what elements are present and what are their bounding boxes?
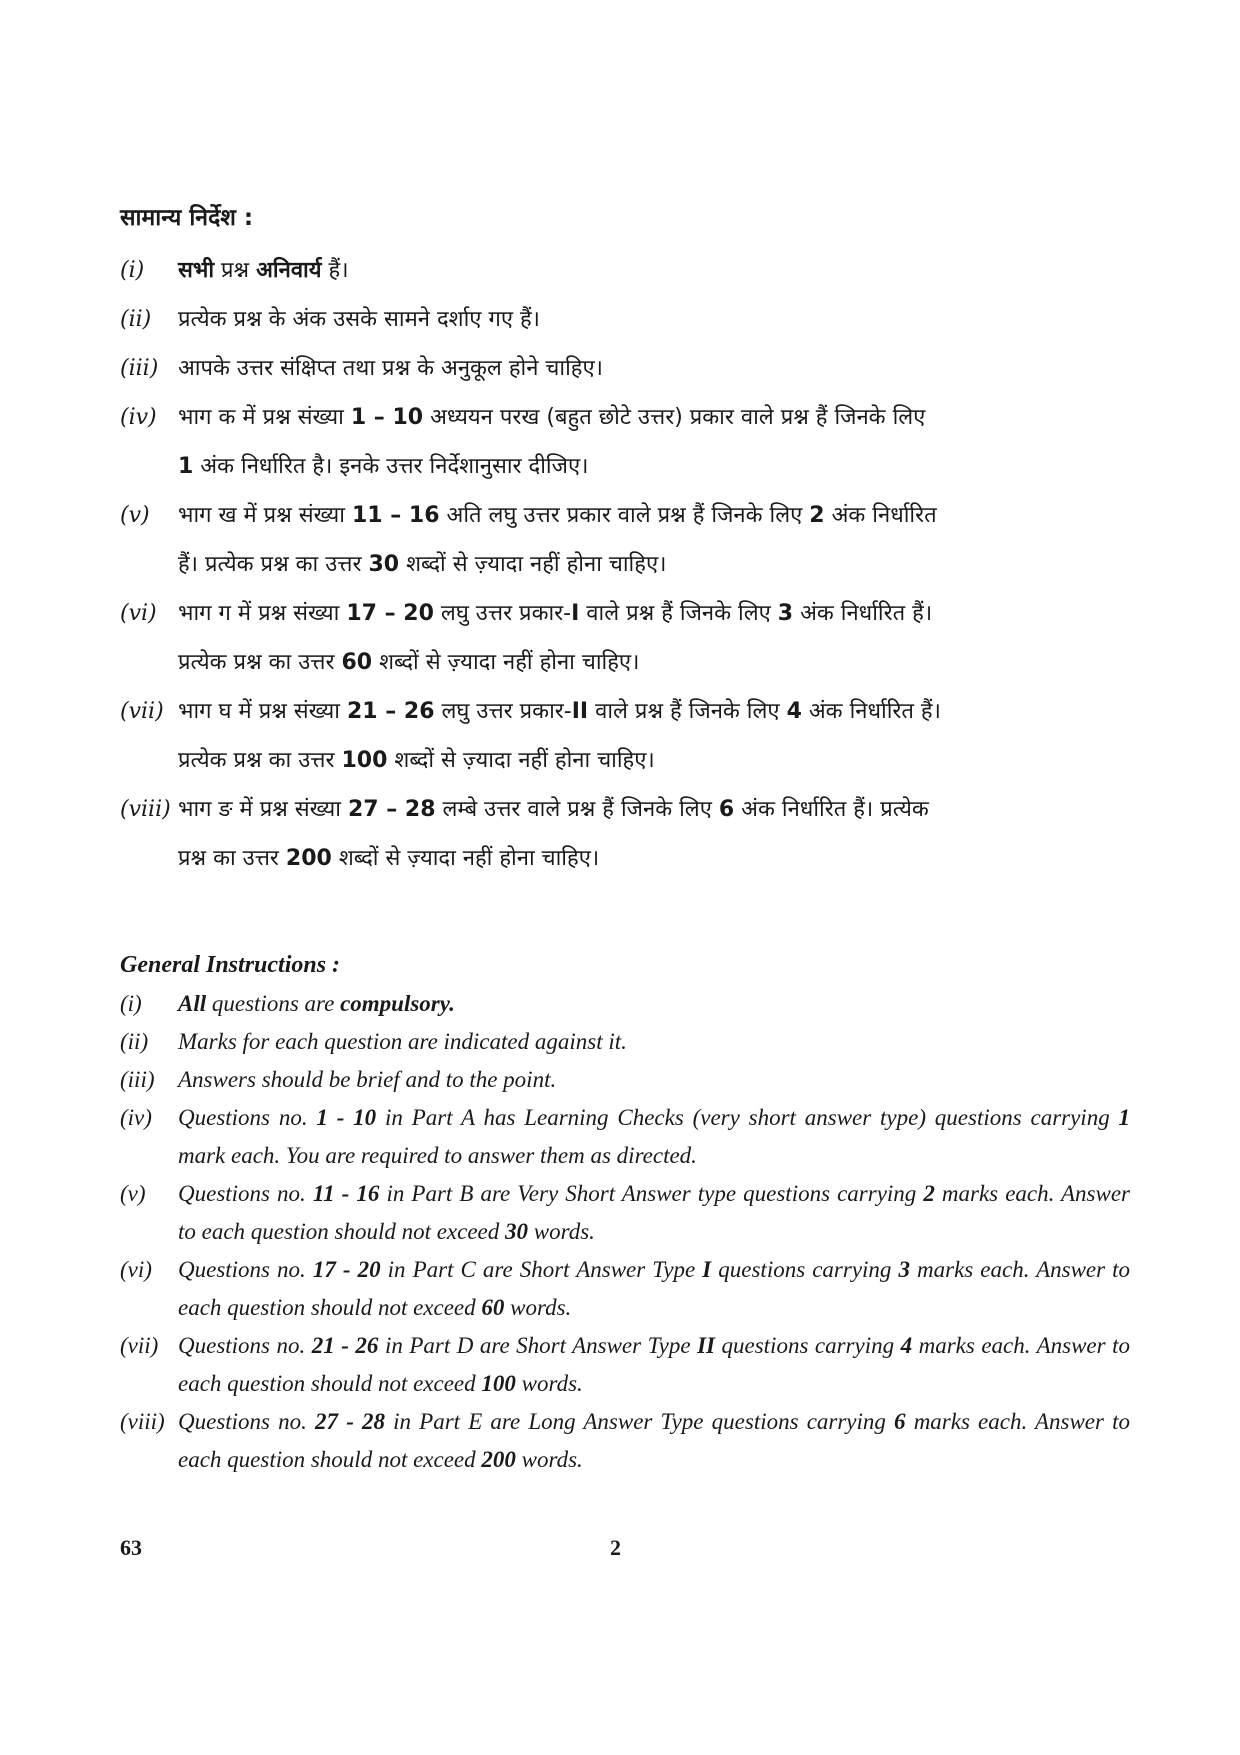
text-span: शब्दों से ज़्यादा नहीं होना चाहिए।	[372, 650, 640, 675]
item-number: (iii)	[120, 1067, 155, 1092]
text-span: शब्दों से ज़्यादा नहीं होना चाहिए।	[331, 846, 600, 871]
text-span: अंक निर्धारित	[824, 503, 937, 528]
english-instructions	[120, 945, 1130, 1479]
paper-code: 63	[120, 1535, 142, 1560]
english-item-1	[120, 985, 1130, 1023]
bold-text: 17 – 20	[346, 601, 434, 626]
bold-text: 3	[898, 1257, 910, 1282]
item-number: (v)	[120, 1181, 146, 1206]
text-span: लघु उत्तर प्रकार-	[434, 699, 572, 724]
text-span: questions carrying	[711, 1257, 899, 1282]
bold-text: 100	[481, 1371, 516, 1396]
bold-text: II	[697, 1333, 715, 1358]
bold-text: 1	[178, 454, 194, 479]
item-text: Answers should be brief and to the point.	[178, 1067, 557, 1092]
text-span: words.	[528, 1219, 595, 1244]
bold-text: 100	[341, 748, 388, 773]
text-span: marks each. Answer to each question should not exceed	[178, 1181, 1131, 1244]
text-span: वाले प्रश्न हैं जिनके लिए	[588, 699, 787, 724]
item-number: (vii)	[120, 1333, 159, 1358]
bold-text: 21 – 26	[346, 699, 435, 724]
text-span: अंक निर्धारित हैं।	[801, 699, 941, 724]
text-span: अंक निर्धारित है। इनके उत्तर निर्देशानुसार दीजिए।	[193, 454, 589, 479]
text-span: Questions no.	[178, 1257, 313, 1282]
text-span: लम्बे उत्तर वाले प्रश्न हैं जिनके लिए	[435, 797, 719, 822]
item-line	[178, 393, 1130, 442]
bold-text: 30	[505, 1219, 529, 1244]
item-line	[178, 442, 1130, 491]
text-span: Questions no.	[178, 1105, 317, 1130]
item-text	[178, 393, 1130, 491]
text-span: words.	[504, 1295, 572, 1320]
item-text	[178, 687, 1130, 785]
bold-text: I	[571, 601, 580, 626]
item-number: (vi)	[120, 601, 157, 626]
bold-text: 1 – 10	[350, 405, 424, 430]
page-number: 2	[610, 1535, 621, 1560]
item-line	[178, 834, 1130, 883]
item-number: (i)	[120, 258, 145, 283]
bold-text: 200	[285, 846, 332, 871]
bold-text: 2	[809, 503, 825, 528]
hindi-instructions	[120, 200, 1130, 883]
bold-text: 1 - 10	[316, 1105, 377, 1130]
bold-text: 60	[341, 650, 373, 675]
text-span: in Part A has Learning Checks (very short answer type) questions carrying	[376, 1105, 1119, 1130]
item-line	[178, 589, 1130, 638]
english-item-8	[120, 1403, 1130, 1479]
item-text	[178, 1099, 1130, 1175]
text-span: marks each. Answer to each question should not exceed	[178, 1333, 1130, 1396]
bold-text: 27 - 28	[315, 1409, 385, 1434]
text-span: लघु उत्तर प्रकार-	[433, 601, 572, 626]
english-item-2	[120, 1023, 1130, 1061]
text-span: marks each. Answer to each question should not exceed	[178, 1409, 1130, 1472]
english-heading: General Instructions :	[120, 952, 341, 978]
item-number: (viii)	[120, 797, 171, 822]
bold-text: All	[178, 991, 207, 1016]
bold-text: 1	[1118, 1105, 1131, 1130]
bold-text: 60	[481, 1295, 505, 1320]
bold-text: 21 - 26	[311, 1333, 379, 1358]
item-line	[178, 785, 1130, 834]
english-item-6	[120, 1251, 1130, 1327]
item-text	[178, 1403, 1130, 1479]
text-span: भाग ङ में प्रश्न संख्या	[178, 797, 348, 822]
item-text: Marks for each question are indicated against it.	[178, 1029, 627, 1054]
hindi-item-5	[120, 491, 1130, 589]
bold-text: compulsory.	[340, 991, 455, 1016]
text-span: हैं। प्रत्येक प्रश्न का उत्तर	[178, 552, 369, 577]
item-number: (ii)	[120, 307, 152, 332]
text-span: शब्दों से ज़्यादा नहीं होना चाहिए।	[387, 748, 655, 773]
text-span: Questions no.	[178, 1409, 316, 1434]
hindi-item-6	[120, 589, 1130, 687]
bold-text: II	[571, 699, 589, 724]
text-span: भाग घ में प्रश्न संख्या	[178, 699, 347, 724]
hindi-item-3	[120, 344, 1130, 393]
text-span: Questions no.	[178, 1181, 313, 1206]
text-span: words.	[515, 1447, 583, 1472]
bold-text: 6	[894, 1409, 906, 1434]
hindi-item-4	[120, 393, 1130, 491]
text-span: in Part E are Long Answer Type questions carrying	[385, 1409, 895, 1434]
hindi-item-1	[120, 246, 1130, 295]
bold-text: अनिवार्य	[256, 258, 322, 283]
bold-text: 200	[481, 1447, 516, 1472]
item-line	[178, 491, 1130, 540]
bold-text: 11 - 16	[312, 1181, 380, 1206]
item-text: प्रत्येक प्रश्न के अंक उसके सामने दर्शाए गए हैं।	[178, 307, 541, 332]
text-span: भाग ग में प्रश्न संख्या	[178, 601, 347, 626]
item-text	[178, 1327, 1130, 1403]
item-number: (iv)	[120, 1105, 152, 1130]
item-text	[178, 491, 1130, 589]
text-span: questions are	[206, 991, 341, 1016]
text-span: questions carrying	[715, 1333, 901, 1358]
item-text	[178, 1175, 1130, 1251]
text-span: शब्दों से ज़्यादा नहीं होना चाहिए।	[399, 552, 667, 577]
item-number: (i)	[120, 991, 142, 1016]
text-span: words.	[515, 1371, 583, 1396]
item-line	[178, 540, 1130, 589]
item-number: (iv)	[120, 405, 157, 430]
text-span: Questions no.	[178, 1333, 312, 1358]
text-span: वाले प्रश्न हैं जिनके लिए	[579, 601, 778, 626]
item-line	[178, 638, 1130, 687]
text-span: प्रत्येक प्रश्न का उत्तर	[178, 650, 342, 675]
item-number: (viii)	[120, 1409, 165, 1434]
text-span: अंक निर्धारित हैं। प्रत्येक	[734, 797, 929, 822]
hindi-item-8	[120, 785, 1130, 883]
item-text	[178, 1251, 1130, 1327]
text-span: in Part B are Very Short Answer type questions carrying	[379, 1181, 924, 1206]
text-span: प्रश्न	[214, 258, 257, 283]
hindi-item-2	[120, 295, 1130, 344]
item-line	[178, 687, 1130, 736]
hindi-heading: सामान्य निर्देश :	[120, 205, 254, 231]
bold-text: 4	[900, 1333, 913, 1358]
bold-text: 6	[718, 797, 735, 822]
bold-text: 17 - 20	[312, 1257, 381, 1282]
item-number: (v)	[120, 503, 150, 528]
text-span: भाग ख में प्रश्न संख्या	[178, 503, 352, 528]
item-text	[178, 985, 1130, 1023]
bold-text: 27 – 28	[347, 797, 436, 822]
text-span: in Part D are Short Answer Type	[378, 1333, 698, 1358]
item-line	[178, 736, 1130, 785]
text-span: प्रत्येक प्रश्न का उत्तर	[178, 748, 342, 773]
english-item-5	[120, 1175, 1130, 1251]
bold-text: 30	[368, 552, 400, 577]
text-span: mark each. You are required to answer them as directed.	[178, 1143, 697, 1168]
text-span: अध्ययन परख (बहुत छोटे उत्तर) प्रकार वाले प्रश्न हैं जिनके लिए	[423, 405, 926, 430]
hindi-item-7	[120, 687, 1130, 785]
text-span: in Part C are Short Answer Type	[380, 1257, 703, 1282]
bold-text: 4	[786, 699, 802, 724]
bold-text: 3	[777, 601, 794, 626]
text-span: प्रश्न का उत्तर	[178, 846, 286, 871]
english-item-3	[120, 1061, 1130, 1099]
text-span: अति लघु उत्तर प्रकार वाले प्रश्न हैं जिनके लिए	[439, 503, 810, 528]
item-number: (iii)	[120, 356, 159, 381]
bold-text: I	[702, 1257, 712, 1282]
text-span: भाग क में प्रश्न संख्या	[178, 405, 351, 430]
english-item-4	[120, 1099, 1130, 1175]
text-span: marks each. Answer to each question should not exceed	[178, 1257, 1130, 1320]
item-text	[178, 246, 1130, 295]
english-item-7	[120, 1327, 1130, 1403]
text-span: हैं।	[321, 258, 349, 283]
item-text: आपके उत्तर संक्षिप्त तथा प्रश्न के अनुकूल होने चाहिए।	[178, 356, 603, 381]
item-text	[178, 589, 1130, 687]
bold-text: सभी	[178, 258, 215, 283]
item-number: (vii)	[120, 699, 164, 724]
bold-text: 11 – 16	[351, 503, 440, 528]
item-text	[178, 785, 1130, 883]
bold-text: 2	[923, 1181, 935, 1206]
text-span: अंक निर्धारित हैं।	[793, 601, 933, 626]
item-number: (ii)	[120, 1029, 149, 1054]
item-number: (vi)	[120, 1257, 152, 1282]
